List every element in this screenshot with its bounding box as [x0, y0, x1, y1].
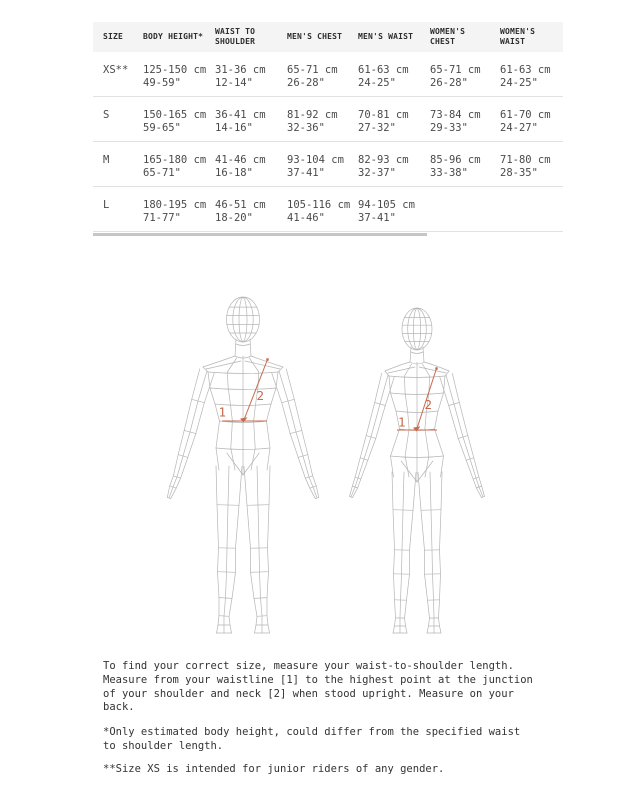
cell-mens-chest: 105-116 cm 41-46"	[287, 199, 351, 224]
cell-waist-to-shoulder: 31-36 cm 12-14"	[215, 64, 266, 89]
female-shoulder-point-marker	[435, 367, 437, 369]
cell-mens-waist: 70-81 cm 27-32"	[358, 109, 409, 134]
cell-mens-chest: 65-71 cm 26-28"	[287, 64, 338, 89]
cell-waist-to-shoulder: 41-46 cm 16-18"	[215, 154, 266, 179]
cell-body-height: 125-150 cm 49-59"	[143, 64, 207, 89]
female-waist-label: 1	[398, 414, 406, 430]
male-figure-wireframe	[167, 297, 318, 633]
table-row-xs	[93, 52, 563, 97]
cell-mens-chest: 81-92 cm 32-36"	[287, 109, 338, 134]
cell-waist-to-shoulder: 46-51 cm 18-20"	[215, 199, 266, 224]
table-row-s	[93, 97, 563, 142]
table-row-l	[93, 187, 563, 232]
header-womens-waist: WOMEN'S WAIST	[500, 26, 536, 46]
cell-waist-to-shoulder: 36-41 cm 14-16"	[215, 109, 266, 134]
size-label: XS**	[103, 64, 129, 76]
cell-womens-waist: 61-63 cm 24-25"	[500, 64, 551, 89]
cell-mens-waist: 94-105 cm 37-41"	[358, 199, 415, 224]
cell-mens-waist: 61-63 cm 24-25"	[358, 64, 409, 89]
male-shoulder-point-marker	[266, 358, 268, 360]
table-header-row	[93, 22, 563, 52]
cell-womens-waist: 61-70 cm 24-27"	[500, 109, 551, 134]
cell-womens-waist: 71-80 cm 28-35"	[500, 154, 551, 179]
header-waist-to-shoulder: WAIST TO SHOULDER	[215, 26, 256, 46]
cell-body-height: 165-180 cm 65-71"	[143, 154, 207, 179]
body-height-footnote: *Only estimated body height, could differ from the specified waist to shoulder length.	[103, 726, 521, 752]
cell-body-height: 180-195 cm 71-77"	[143, 199, 207, 224]
female-shoulder-label: 2	[424, 397, 433, 412]
cell-womens-chest: 73-84 cm 29-33"	[430, 109, 481, 134]
header-size: SIZE	[103, 31, 124, 41]
how-to-measure-text: To find your correct size, measure your waist-to-shoulder length. Measure from your waistline [1] to the highest point at the junction of your shoulder and neck [2] when stood upright. Measure on your back.	[103, 660, 533, 714]
male-waist-point-arrow	[240, 417, 247, 422]
table-row-m	[93, 142, 563, 187]
table-scrollbar-thumb[interactable]	[93, 233, 427, 236]
header-mens-waist: MEN'S WAIST	[358, 31, 414, 41]
header-body-height: BODY HEIGHT*	[143, 31, 204, 41]
size-label: L	[103, 199, 110, 211]
size-label: M	[103, 154, 110, 166]
measurement-notes	[103, 660, 535, 777]
female-figure-wireframe	[350, 308, 485, 633]
size-label: S	[103, 109, 110, 121]
cell-womens-chest: 85-96 cm 33-38"	[430, 154, 481, 179]
male-waist-label: 1	[218, 404, 227, 420]
cell-mens-waist: 82-93 cm 32-37"	[358, 154, 409, 179]
header-womens-chest: WOMEN'S CHEST	[430, 26, 466, 46]
size-measurement-figures	[100, 270, 540, 650]
male-measure-annotations	[219, 358, 269, 422]
cell-body-height: 150-165 cm 59-65"	[143, 109, 207, 134]
header-mens-chest: MEN'S CHEST	[287, 31, 343, 41]
size-table	[93, 22, 563, 232]
cell-womens-chest: 65-71 cm 26-28"	[430, 64, 481, 89]
cell-womens-chest	[430, 187, 500, 231]
cell-womens-waist	[500, 187, 563, 231]
xs-size-footnote: **Size XS is intended for junior riders of any gender.	[103, 762, 445, 775]
male-shoulder-label: 2	[256, 388, 265, 403]
cell-mens-chest: 93-104 cm 37-41"	[287, 154, 344, 179]
